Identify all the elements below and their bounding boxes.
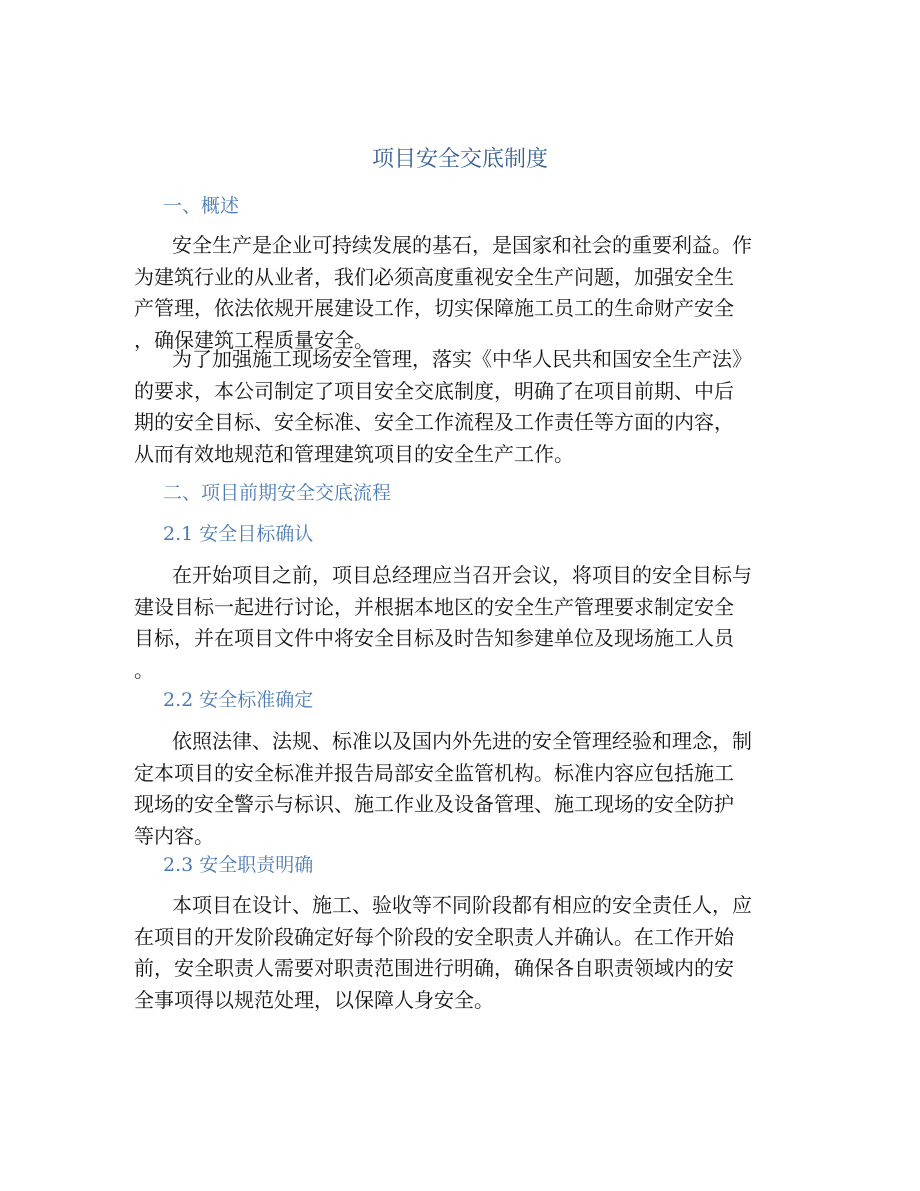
paragraph-line: ，确保建筑工程质量安全。 <box>134 327 374 352</box>
paragraph-line: 为建筑行业的从业者，我们必须高度重视安全生产问题，加强安全生 <box>134 264 734 289</box>
section-heading-overview: 一、概述 <box>163 195 240 217</box>
paragraph-overview-1 <box>134 230 784 356</box>
paragraph-safety-duty <box>134 890 784 1016</box>
paragraph-line: 期的安全目标、安全标准、安全工作流程及工作责任等方面的内容， <box>134 410 734 434</box>
paragraph-line: 建设目标一起进行讨论，并根据本地区的安全生产管理要求制定安全 <box>134 594 734 619</box>
paragraph-line: 从而有效地规范和管理建筑项目的安全生产工作。 <box>134 441 574 466</box>
paragraph-line: 目标，并在项目文件中将安全目标及时告知参建单位及现场施工人员 <box>134 626 734 650</box>
paragraph-line: 产管理，依法依规开展建设工作，切实保障施工员工的生命财产安全 <box>134 296 734 320</box>
paragraph-line: 本项目在设计、施工、验收等不同阶段都有相应的安全责任人，应 <box>172 893 752 917</box>
document-title: 项目安全交底制度 <box>371 147 548 172</box>
paragraph-line: 现场的安全警示与标识、施工作业及设备管理、施工现场的安全防护 <box>134 792 734 816</box>
paragraph-line: 的要求，本公司制定了项目安全交底制度，明确了在项目前期、中后 <box>134 378 734 403</box>
paragraph-safety-goal <box>134 560 784 686</box>
paragraph-line: 前，安全职责人需要对职责范围进行明确，确保各自职责领域内的安 <box>134 956 734 980</box>
section-heading-2-3: 2.3 安全职责明确 <box>163 854 314 876</box>
section-heading-preliminary-process: 二、项目前期安全交底流程 <box>163 482 392 504</box>
section-heading-2-2: 2.2 安全标准确定 <box>163 689 314 711</box>
paragraph-line: 依照法律、法规、标准以及国内外先进的安全管理经验和理念，制 <box>172 729 752 753</box>
paragraph-line: 。 <box>134 657 154 682</box>
paragraph-line: 全事项得以规范处理，以保障人身安全。 <box>134 987 494 1012</box>
paragraph-safety-standard <box>134 726 784 852</box>
paragraph-line: 在项目的开发阶段确定好每个阶段的安全职责人并确认。在工作开始 <box>134 924 734 949</box>
paragraph-line: 安全生产是企业可持续发展的基石，是国家和社会的重要利益。作 <box>172 233 752 257</box>
section-heading-2-1: 2.1 安全目标确认 <box>163 523 314 545</box>
paragraph-line: 在开始项目之前，项目总经理应当召开会议，将项目的安全目标与 <box>172 563 752 587</box>
paragraph-line: 定本项目的安全标准并报告局部安全监管机构。标准内容应包括施工 <box>134 760 734 785</box>
paragraph-line: 等内容。 <box>134 823 214 848</box>
paragraph-overview-2 <box>134 344 784 470</box>
paragraph-line: 为了加强施工现场安全管理，落实《中华人民共和国安全生产法》 <box>172 347 752 371</box>
